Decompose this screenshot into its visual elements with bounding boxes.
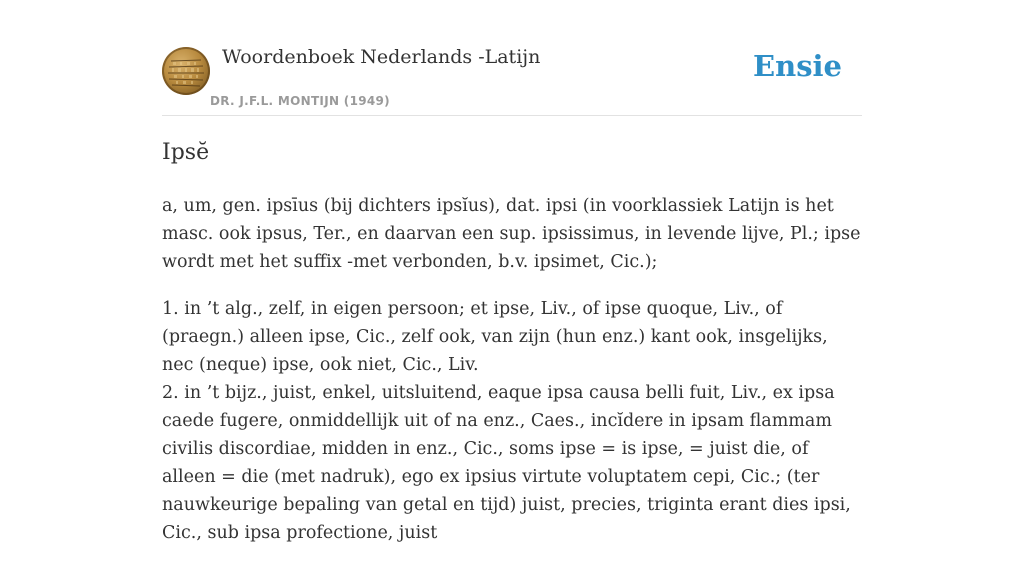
brand-logo-link[interactable]: Ensie [753, 49, 842, 83]
entry-body [162, 192, 862, 566]
entry-paragraph: 1. in ’t alg., zelf, in eigen persoon; et ipse, Liv., of ipse quoque, Liv., of (praegn.) alleen ipse, Cic., zelf ook, van zijn (hun enz.) kant ook, insgelijks, nec (neque) ipse, ook niet, Cic., Liv. [162, 299, 828, 375]
entry-headword: Ipsĕ [162, 140, 210, 165]
book-title[interactable]: Woordenboek Nederlands -Latijn [222, 46, 541, 68]
page [162, 0, 862, 543]
entry-paragraph: 2. in ’t bijz., juist, enkel, uitsluitend, eaque ipsa causa belli fuit, Liv., ex ipsa caede fugere, onmiddellijk uit of na enz., Caes., incĭdere in ipsam flammam civilis discordiae, midden in enz., Cic., soms ipse = is ipse, = juist die, of alleen = die (met nadruk), ego ex ipsius virtute voluptatem cepi, Cic.; (ter nauwkeurige bepaling van getal en tijd) juist, precies, triginta erant dies ipsi, Cic., sub ipsa profectione, juist [162, 383, 851, 543]
book-cover-coin-icon[interactable] [162, 47, 210, 95]
entry-paragraph: a, um, gen. ipsīus (bij dichters ipsĭus), dat. ipsi (in voorklassiek Latijn is het masc. ook ipsus, Ter., en daarvan een sup. ipsissimus, in levende lijve, Pl.; ipse wordt met het suffix -met verbonden, b.v. ipsimet, Cic.); [162, 196, 861, 272]
author-line: DR. J.F.L. MONTIJN (1949) [210, 94, 390, 108]
header [162, 0, 862, 116]
